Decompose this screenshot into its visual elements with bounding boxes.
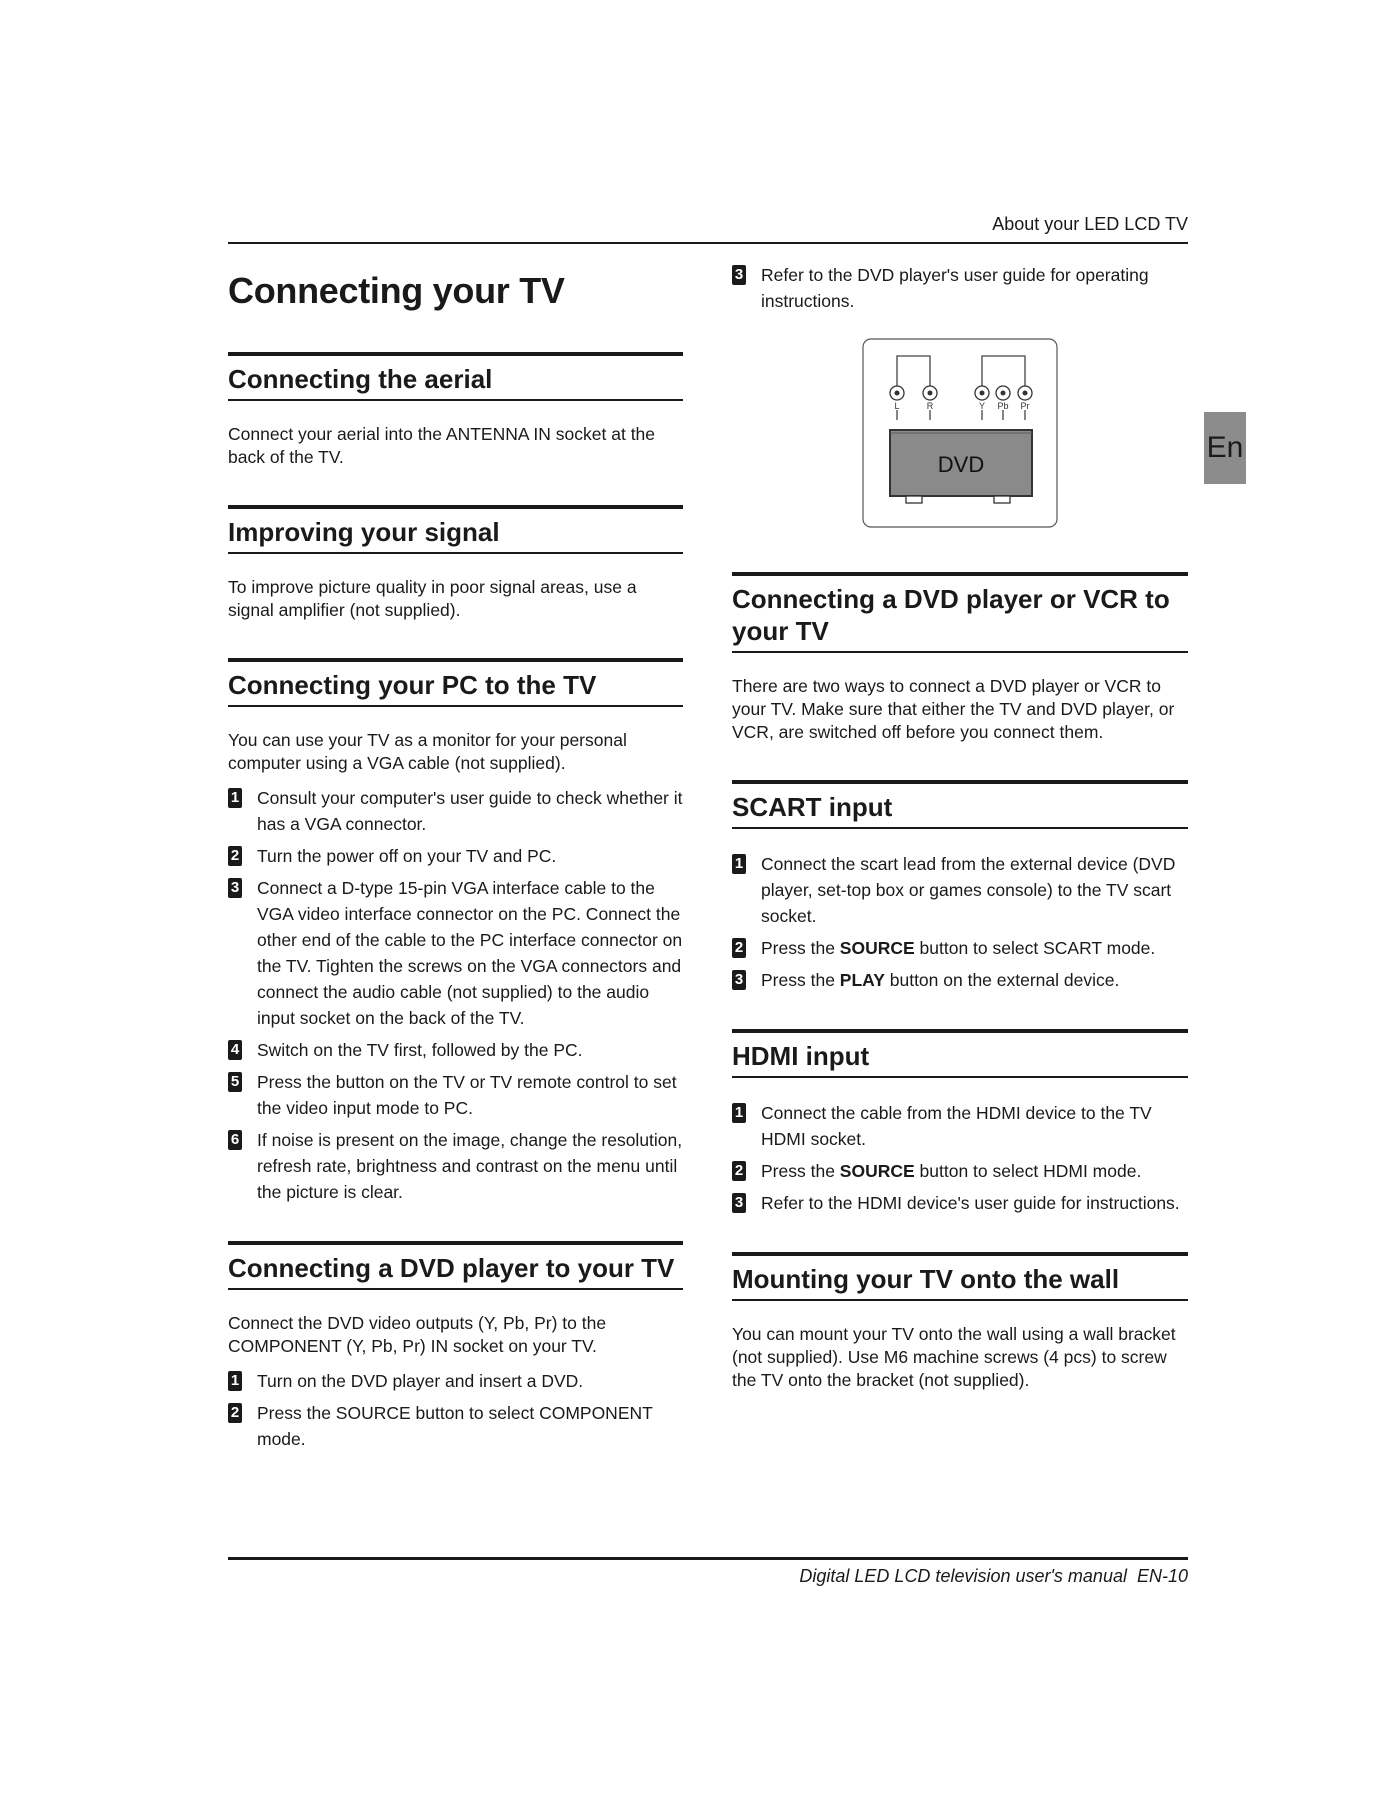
step-number: 5 xyxy=(228,1072,242,1092)
section-dvd xyxy=(228,1241,683,1452)
header-rule xyxy=(228,242,1188,244)
step-text: Turn the power off on your TV and PC. xyxy=(257,846,557,866)
jack-y-center xyxy=(980,391,985,396)
step-number: 1 xyxy=(732,854,746,874)
step-number: 4 xyxy=(228,1040,242,1060)
jack-pr-center xyxy=(1023,391,1028,396)
footer-rule xyxy=(228,1557,1188,1560)
dvd-foot-right xyxy=(994,496,1010,503)
step-number: 1 xyxy=(228,788,242,808)
step-number: 3 xyxy=(732,970,746,990)
step-text xyxy=(761,1158,1188,1184)
section-heading: HDMI input xyxy=(732,1029,1188,1078)
step-text-bold: SOURCE xyxy=(839,938,915,958)
section-text: Connect your aerial into the ANTENNA IN socket at the back of the TV. xyxy=(228,424,656,467)
step-item xyxy=(228,1069,683,1121)
section-heading: Connecting your PC to the TV xyxy=(228,658,683,707)
step-text: Consult your computer's user guide to check whether it has a VGA connector. xyxy=(257,788,683,834)
step-item xyxy=(228,843,683,869)
step-item xyxy=(228,785,683,837)
page-header-title: About your LED LCD TV xyxy=(992,214,1188,234)
step-item xyxy=(228,1127,683,1205)
jack-label: L xyxy=(894,401,900,411)
step-list xyxy=(732,851,1188,993)
section-text: You can mount your TV onto the wall using a wall bracket (not supplied). Use M6 machine screws (4 pcs) to screw the TV onto the bracket (not supplied). xyxy=(732,1324,1176,1390)
left-column xyxy=(228,262,683,1488)
step-list xyxy=(228,785,683,1205)
jack-label: Pr xyxy=(1020,401,1030,411)
step-text-pre: Press the xyxy=(761,1161,840,1181)
step-item xyxy=(732,1190,1188,1216)
section-signal xyxy=(228,505,683,622)
jack-label: Pb xyxy=(997,401,1009,411)
step-number: 3 xyxy=(732,265,746,285)
step-text-post: button to select HDMI mode. xyxy=(914,1161,1142,1181)
step-number: 2 xyxy=(732,938,746,958)
section-heading: Connecting a DVD player to your TV xyxy=(228,1241,683,1290)
page-number: EN-10 xyxy=(1136,1566,1188,1586)
step-number: 1 xyxy=(732,1103,746,1123)
step-text xyxy=(761,935,1188,961)
section-intro: Connect the DVD video outputs (Y, Pb, Pr) to the COMPONENT (Y, Pb, Pr) IN socket on your TV. xyxy=(228,1313,607,1356)
step-text: If noise is present on the image, change the resolution, refresh rate, brightness and contrast on the menu until the picture is clear. xyxy=(257,1130,683,1202)
step-number: 2 xyxy=(228,1403,242,1423)
step-number: 1 xyxy=(228,1371,242,1391)
step-text: Press the button on the TV or TV remote control to set the video input mode to PC. xyxy=(257,1072,677,1118)
step-text-post: button on the external device. xyxy=(884,970,1120,990)
step-text: Press the SOURCE button to select COMPONENT mode. xyxy=(257,1403,653,1449)
step-text-pre: Press the xyxy=(761,938,840,958)
footer-manual-title: Digital LED LCD television user's manual xyxy=(799,1566,1127,1586)
jack-label: Y xyxy=(978,401,986,411)
right-column xyxy=(732,262,1188,1428)
section-text: To improve picture quality in poor signal areas, use a signal amplifier (not supplied). xyxy=(228,577,637,620)
step-item xyxy=(732,967,1188,993)
step-text-bold: SOURCE xyxy=(839,1161,915,1181)
step-item xyxy=(732,935,1188,961)
step-number: 3 xyxy=(228,878,242,898)
section-pc xyxy=(228,658,683,1205)
section-heading: Mounting your TV onto the wall xyxy=(732,1252,1188,1301)
jack-r-center xyxy=(928,391,933,396)
step-text-pre: Press the xyxy=(761,970,840,990)
dvd-foot-left xyxy=(906,496,922,503)
step-item xyxy=(732,1100,1188,1152)
section-aerial xyxy=(228,352,683,469)
language-tab: En xyxy=(1204,412,1246,484)
jack-l-center xyxy=(895,391,900,396)
step-text xyxy=(761,967,1188,993)
dvd-diagram-wrap xyxy=(732,338,1188,528)
step-text: Refer to the DVD player's user guide for operating instructions. xyxy=(761,265,1149,311)
step-text-bold: PLAY xyxy=(839,970,885,990)
step-text: Switch on the TV first, followed by the PC. xyxy=(257,1040,583,1060)
section-heading: Connecting the aerial xyxy=(228,352,683,401)
step-item xyxy=(228,1037,683,1063)
step-number: 3 xyxy=(732,1193,746,1213)
section-wall xyxy=(732,1252,1188,1392)
step-item xyxy=(228,875,683,1031)
section-intro: You can use your TV as a monitor for your personal computer using a VGA cable (not supplied). xyxy=(228,730,627,773)
step-text-post: button to select SCART mode. xyxy=(914,938,1156,958)
section-dvd-vcr xyxy=(732,572,1188,744)
section-heading: Connecting a DVD player or VCR to your TV xyxy=(732,572,1188,653)
jack-label: R xyxy=(926,401,934,411)
jack-pb-center xyxy=(1001,391,1006,396)
section-heading: Improving your signal xyxy=(228,505,683,554)
step-item xyxy=(228,1400,683,1452)
section-scart xyxy=(732,780,1188,993)
step-number: 2 xyxy=(228,846,242,866)
step-number: 6 xyxy=(228,1130,242,1150)
dvd-connection-diagram xyxy=(862,338,1058,528)
step-text: Turn on the DVD player and insert a DVD. xyxy=(257,1371,584,1391)
step-text: Connect the cable from the HDMI device to the TV HDMI socket. xyxy=(761,1103,1152,1149)
step-text: Connect a D-type 15-pin VGA interface cable to the VGA video interface connector on the PC. Connect the other end of the cable to the PC interface connector on the TV. Tighten the screws on the VGA connectors and connect the audio cable (not supplied) to the audio input socket on the back of the TV. xyxy=(257,878,683,1028)
section-text: There are two ways to connect a DVD player or VCR to your TV. Make sure that either the TV and DVD player, or VCR, are switched off before you connect them. xyxy=(732,676,1175,742)
dvd-label: DVD xyxy=(937,452,985,477)
step-item xyxy=(732,262,1188,314)
page-footer xyxy=(799,1566,1188,1587)
step-number: 2 xyxy=(732,1161,746,1181)
step-item xyxy=(732,1158,1188,1184)
step-item xyxy=(732,851,1188,929)
step-list xyxy=(732,1100,1188,1216)
section-heading: SCART input xyxy=(732,780,1188,829)
page-title: Connecting your TV xyxy=(228,270,565,311)
section-hdmi xyxy=(732,1029,1188,1216)
step-item xyxy=(228,1368,683,1394)
step-list xyxy=(228,1368,683,1452)
step-list xyxy=(732,262,1188,314)
step-text: Connect the scart lead from the external device (DVD player, set-top box or games console) to the TV scart socket. xyxy=(761,854,1176,926)
step-text: Refer to the HDMI device's user guide for instructions. xyxy=(761,1193,1180,1213)
